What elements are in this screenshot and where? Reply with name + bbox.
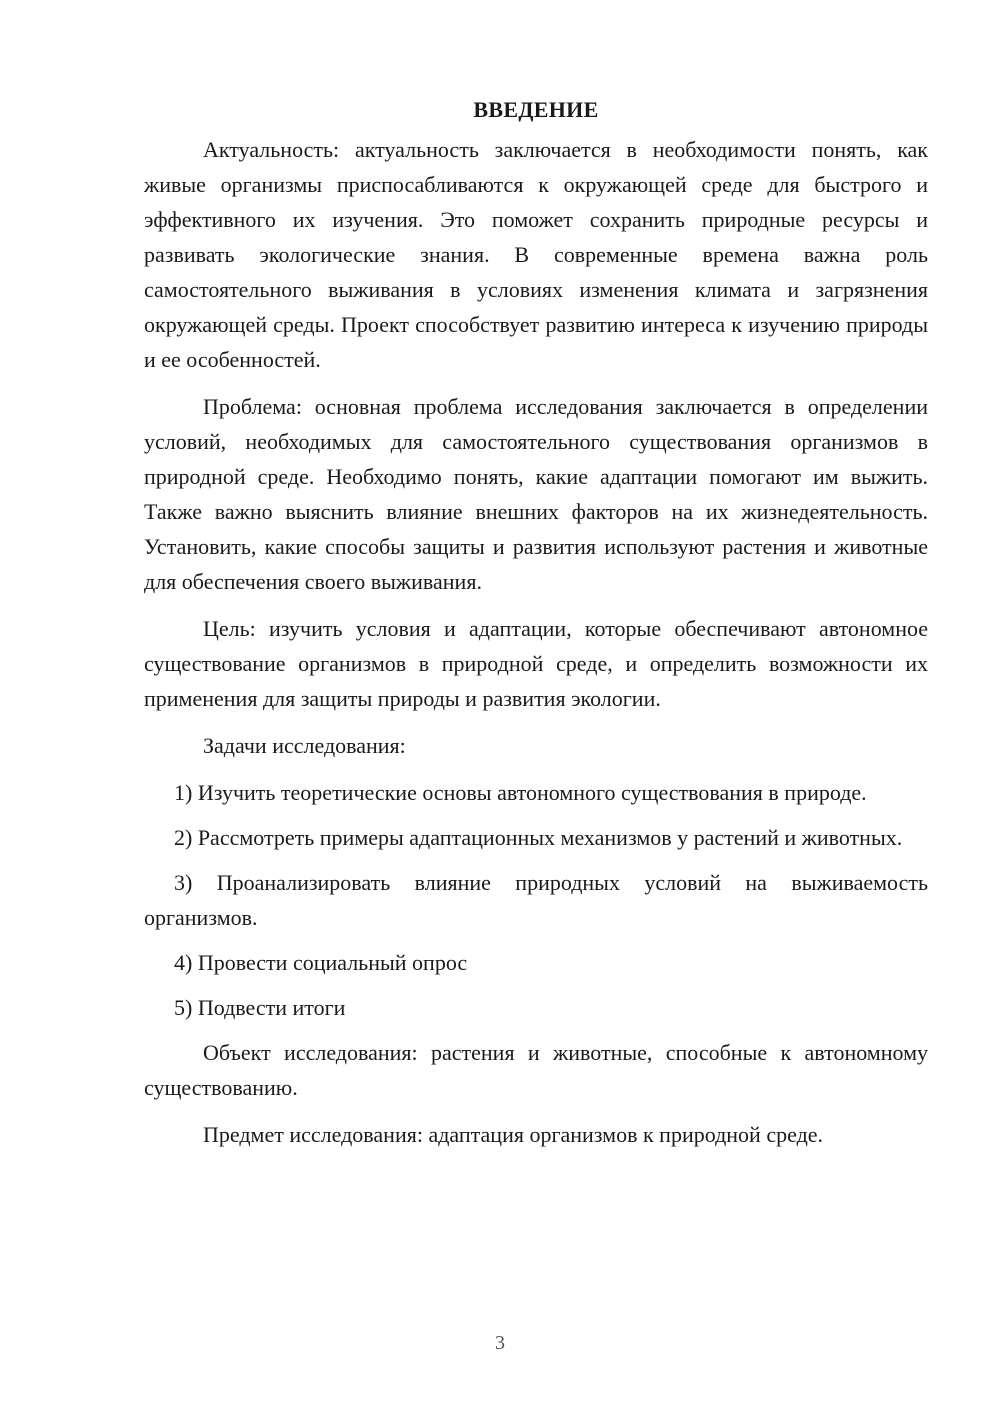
list-item-task-4: 4) Провести социальный опрос [174,950,468,975]
page-title: ВВЕДЕНИЕ [473,97,599,122]
paragraph-object: Объект исследования: растения и животные, способные к автономному существованию. [144,1040,928,1100]
paragraph-relevance: Актуальность: актуальность заключается в необходимости понять, как живые организмы приспосабливаются к окружающей среде для быстрого и эффективного их изучения. Это поможет сохранить природные ресурсы и развивать экологические знания. В современные времена важна роль самостоятельного выживания в условиях изменения климата и загрязнения окружающей среды. Проект способствует развитию интереса к изучению природы и ее особенностей. [144,137,928,372]
list-item-task-1: 1) Изучить теоретические основы автономного существования в природе. [174,780,867,805]
page-number: 3 [495,1332,505,1354]
paragraph-subject: Предмет исследования: адаптация организмов к природной среде. [203,1122,824,1147]
tasks-heading: Задачи исследования: [203,733,406,758]
paragraph-goal: Цель: изучить условия и адаптации, которые обеспечивают автономное существование организмов в природной среде, и определить возможности их применения для защиты природы и развития экологии. [144,616,928,711]
document-page [144,92,928,1164]
list-item-task-3: 3) Проанализировать влияние природных условий на выживаемость организмов. [144,870,928,930]
paragraph-problem: Проблема: основная проблема исследования заключается в определении условий, необходимых для самостоятельного существования организмов в природной среде. Необходимо понять, какие адаптации помогают им выжить. Также важно выяснить влияние внешних факторов на их жизнедеятельность. Установить, какие способы защиты и развития используют растения и животные для обеспечения своего выживания. [144,394,928,594]
list-item-task-2: 2) Рассмотреть примеры адаптационных механизмов у растений и животных. [174,825,903,850]
list-item-task-5: 5) Подвести итоги [174,995,346,1020]
tasks-list [144,775,928,1025]
